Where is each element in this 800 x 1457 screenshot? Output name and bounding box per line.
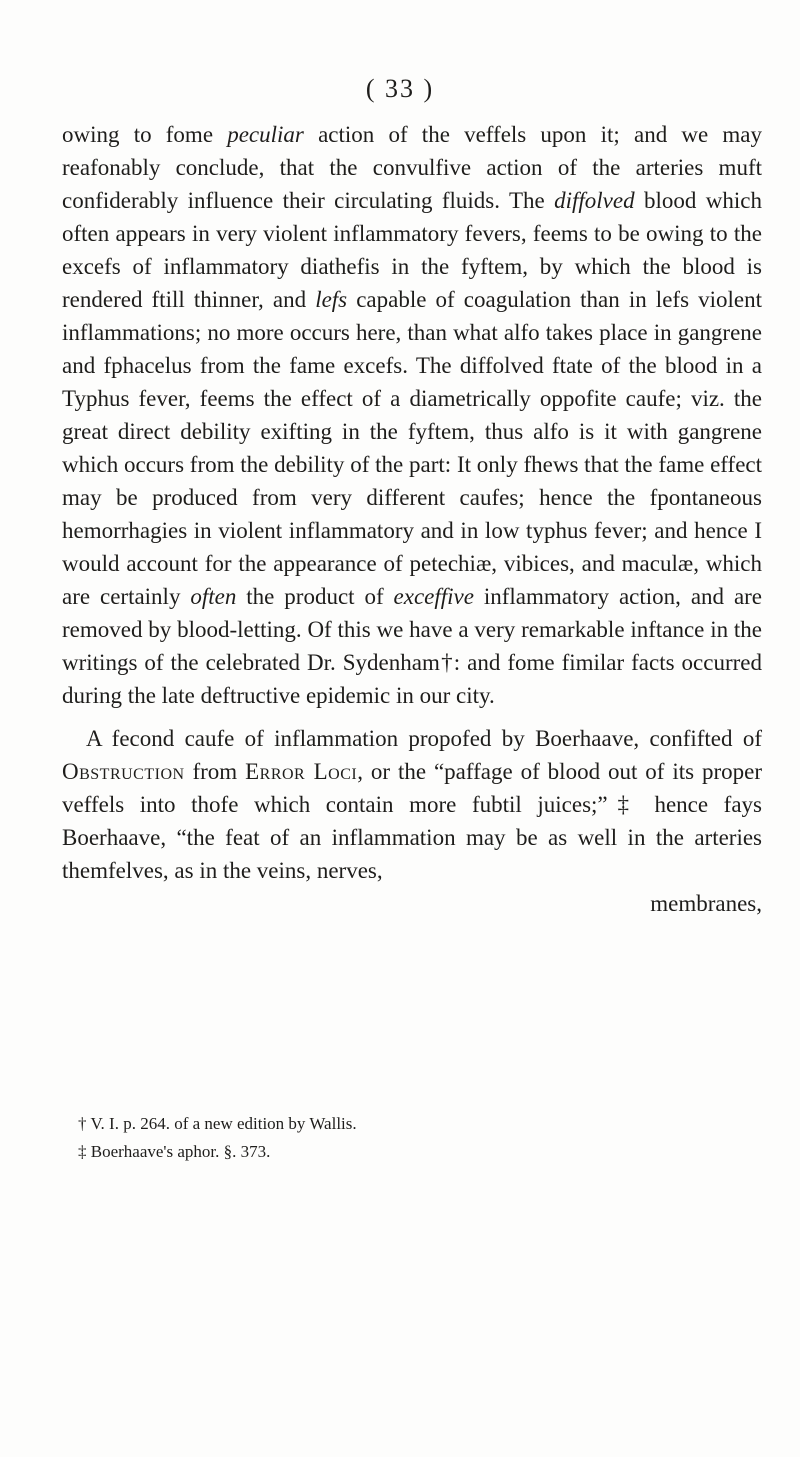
paragraph-2: A fecond caufe of inflammation propofed by Boerhaave, confifted of Obstruction from Error Loci, or the “paffage of blood out of its proper veffels into thofe which contain more fubtil juices;”‡ hence fays Boerhaave, “the feat of an inflammation may be as well in the arteries themfelves, as in the veins, nerves, — [62, 726, 762, 883]
page-number: ( 33 ) — [365, 74, 435, 103]
small-caps-error-loci: Error Loci — [245, 759, 358, 784]
italic-often: often — [190, 584, 237, 609]
italic-diffolved: diffolved — [554, 188, 635, 213]
italic-peculiar: peculiar — [227, 122, 304, 147]
small-caps-obstruction: Obstruction — [62, 759, 185, 784]
italic-exceffive: exceffive — [393, 584, 474, 609]
footnote-double-dagger: ‡ Boerhaave's aphor. §. 373. — [78, 1142, 271, 1161]
footnotes — [78, 1110, 758, 1166]
italic-lefs: lefs — [315, 287, 348, 312]
paragraph-1: owing to fome peculiar action of the veffels upon it; and we may reafonably conclude, that the convulfive action of the arteries muft confiderably influence their circulating fluids. The diffolved blood which often appears in very violent inflammatory fevers, feems to be owing to the excefs of inflammatory diathefis in the fyftem, by which the blood is rendered ftill thinner, and lefs capable of coagulation than in lefs violent inflammations; no more occurs here, than what alfo takes place in gangrene and fphacelus from the fame excefs. The diffolved ftate of the blood in a Typhus fever, feems the effect of a diametrically oppofite caufe; viz. the great direct debility exifting in the fyftem, thus alfo is it with gangrene which occurs from the debility of the part: It only fhews that the fame effect may be produced from very different caufes; hence the fpontaneous hemorrhagies in violent inflammatory and in low typhus fever; and hence I would account for the appearance of petechiæ, vibices, and maculæ, which are certainly often the product of exceffive inflammatory action, and are removed by blood-letting. Of this we have a very remarkable inftance in the writings of the celebrated Dr. Sydenham†: and fome fimilar facts occurred during the late deftructive epidemic in our city. — [62, 122, 763, 708]
catchword: membranes, — [650, 891, 762, 916]
body-text — [62, 118, 762, 920]
footnote-dagger: † V. I. p. 264. of a new edition by Wallis. — [78, 1114, 357, 1133]
